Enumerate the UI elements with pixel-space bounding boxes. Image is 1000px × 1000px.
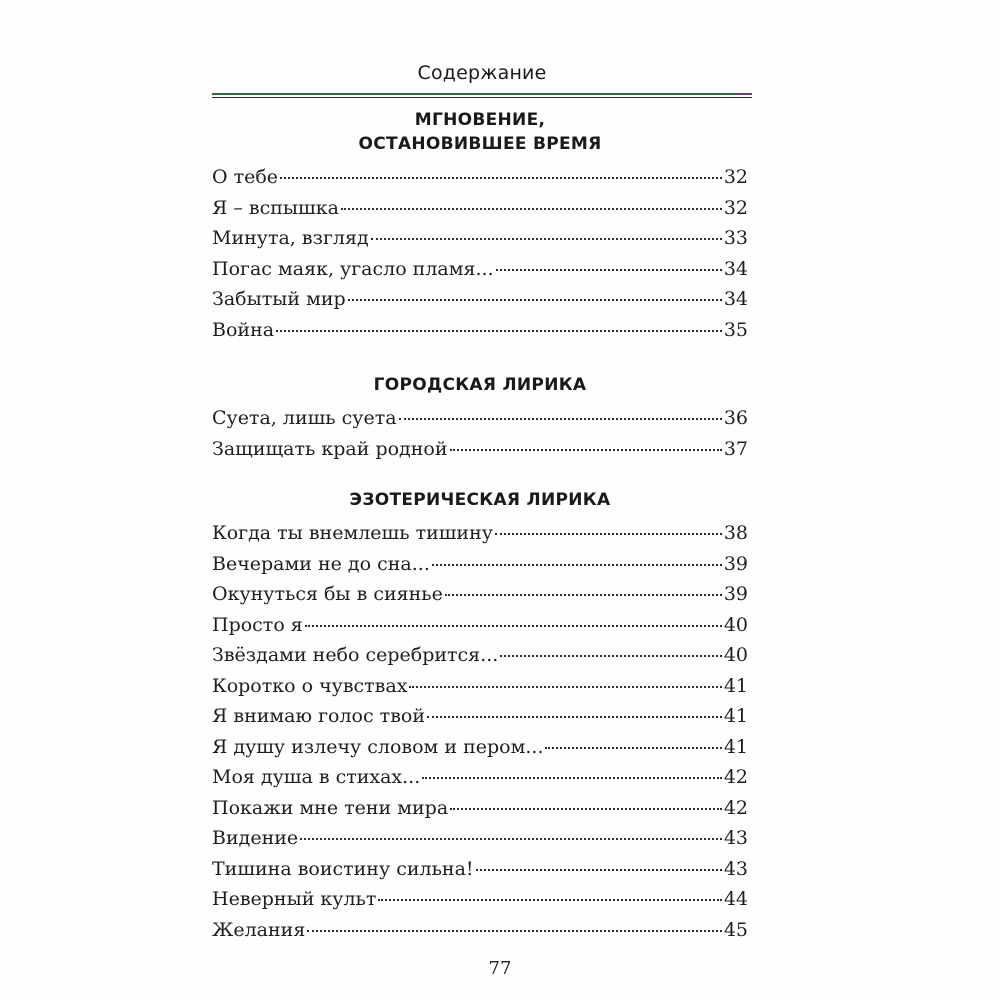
- section-title-1: [212, 108, 748, 156]
- toc-entry-title: Окунуться бы в сиянье: [212, 583, 443, 605]
- section-title-line: МГНОВЕНИЕ,: [414, 110, 546, 130]
- toc-entry-page: 34: [723, 288, 748, 310]
- dot-leader: [341, 195, 722, 214]
- toc-entry-title: Суета, лишь суета: [212, 407, 397, 429]
- dot-leader: [305, 612, 722, 631]
- dot-leader: [399, 405, 722, 424]
- dot-leader: [450, 436, 722, 455]
- toc-entry-title: Покажи мне тени мира: [212, 796, 449, 819]
- toc-entry-title: Минута, взгляд: [212, 227, 369, 249]
- toc-entry[interactable]: [212, 884, 748, 915]
- toc-entry-title: Погас маяк, угасло пламя...: [212, 257, 494, 280]
- toc-entry-title: Неверный культ: [212, 888, 377, 910]
- dot-leader: [495, 520, 722, 539]
- toc-entry[interactable]: [212, 610, 748, 641]
- dot-leader: [300, 825, 722, 844]
- toc-entry-page: 41: [723, 705, 748, 727]
- toc-entry[interactable]: [212, 640, 748, 671]
- dot-leader: [450, 795, 722, 814]
- toc-entry[interactable]: [212, 518, 748, 549]
- toc-entry-page: 32: [723, 196, 748, 219]
- header-rule: [212, 93, 752, 96]
- toc-entry-title: Защищать край родной: [212, 437, 448, 460]
- toc-entry[interactable]: [212, 671, 748, 702]
- toc-entry-title: Тишина воистину сильна!: [212, 857, 474, 880]
- toc-entry-title: Я внимаю голос твой: [212, 705, 425, 727]
- section-title-3: [212, 488, 748, 512]
- dot-leader: [280, 164, 722, 183]
- dot-leader: [409, 673, 721, 692]
- dot-leader: [371, 225, 722, 244]
- toc-entry-title: Просто я: [212, 613, 303, 636]
- dot-leader: [276, 317, 722, 336]
- toc-entry-title: Моя душа в стихах...: [212, 766, 421, 788]
- dot-leader: [378, 886, 721, 905]
- toc-entry-page: 36: [723, 407, 748, 429]
- toc-entry[interactable]: [212, 284, 748, 315]
- toc-entry-page: 39: [723, 552, 748, 575]
- toc-entry-page: 43: [723, 827, 748, 849]
- header-rule-dark: [212, 97, 752, 98]
- dot-leader: [348, 286, 722, 305]
- toc-entry-title: Забытый мир: [212, 288, 346, 310]
- section-entries-2: [212, 403, 748, 464]
- toc-entry-page: 42: [723, 766, 748, 788]
- toc-entry-title: Я – вспышка: [212, 196, 339, 219]
- toc-entry-title: Видение: [212, 827, 299, 849]
- toc-entry-page: 38: [723, 522, 748, 544]
- dot-leader: [422, 764, 722, 783]
- toc-entry[interactable]: [212, 579, 748, 610]
- toc-entry-page: 34: [723, 257, 748, 280]
- toc-entry[interactable]: [212, 823, 748, 854]
- toc-entry-title: Коротко о чувствах: [212, 674, 408, 697]
- dot-leader: [500, 642, 722, 661]
- toc-entry-title: Война: [212, 318, 275, 341]
- toc-entry[interactable]: [212, 223, 748, 254]
- toc-entry-page: 37: [723, 437, 748, 460]
- toc-entry-title: Я душу излечу словом и пером...: [212, 735, 544, 758]
- page-number: 77: [488, 958, 512, 979]
- toc-entry-title: Вечерами не до сна...: [212, 552, 430, 575]
- toc-entry[interactable]: [212, 793, 748, 824]
- section-entries-1: [212, 162, 748, 345]
- toc-entry[interactable]: [212, 403, 748, 434]
- dot-leader: [432, 551, 722, 570]
- toc-entry[interactable]: [212, 701, 748, 732]
- toc-entry-page: 33: [723, 227, 748, 249]
- dot-leader: [545, 734, 721, 753]
- toc-entry-page: 43: [723, 857, 748, 880]
- toc-entry-page: 40: [723, 644, 748, 666]
- section-title-line: ЭЗОТЕРИЧЕСКАЯ ЛИРИКА: [349, 490, 611, 510]
- header-rule-purple: [736, 93, 752, 95]
- dot-leader: [427, 703, 722, 722]
- section-title-line: ОСТАНОВИВШЕЕ ВРЕМЯ: [358, 134, 602, 154]
- toc-entry[interactable]: [212, 549, 748, 580]
- toc-entry-page: 35: [723, 318, 748, 341]
- section-title-2: [212, 373, 748, 397]
- toc-entry-page: 42: [723, 796, 748, 819]
- toc-entry[interactable]: [212, 193, 748, 224]
- dot-leader: [307, 917, 722, 936]
- toc-entry[interactable]: [212, 915, 748, 946]
- toc-entry[interactable]: [212, 254, 748, 285]
- toc-entry[interactable]: [212, 162, 748, 193]
- toc-entry[interactable]: [212, 854, 748, 885]
- toc-entry[interactable]: [212, 315, 748, 346]
- toc-entry-page: 41: [723, 674, 748, 697]
- toc-entry-page: 41: [723, 735, 748, 758]
- toc-entry-title: Желания: [212, 918, 306, 941]
- dot-leader: [496, 256, 722, 275]
- toc-entry[interactable]: [212, 434, 748, 465]
- dot-leader: [476, 856, 722, 875]
- toc-entry-page: 32: [723, 166, 748, 188]
- toc-entry[interactable]: [212, 762, 748, 793]
- toc-entry-title: Звёздами небо серебрится...: [212, 644, 499, 666]
- toc-entry[interactable]: [212, 732, 748, 763]
- toc-entry-page: 45: [723, 918, 748, 941]
- toc-entry-title: Когда ты внемлешь тишину: [212, 522, 493, 544]
- section-entries-3: [212, 518, 748, 945]
- running-head-title: Содержание: [417, 62, 547, 84]
- dot-leader: [445, 581, 722, 600]
- toc-entry-page: 39: [723, 583, 748, 605]
- section-title-line: ГОРОДСКАЯ ЛИРИКА: [373, 375, 587, 395]
- toc-entry-page: 44: [723, 888, 748, 910]
- toc-entry-title: О тебе: [212, 166, 279, 188]
- toc-entry-page: 40: [723, 613, 748, 636]
- header-rule-green: [212, 93, 752, 95]
